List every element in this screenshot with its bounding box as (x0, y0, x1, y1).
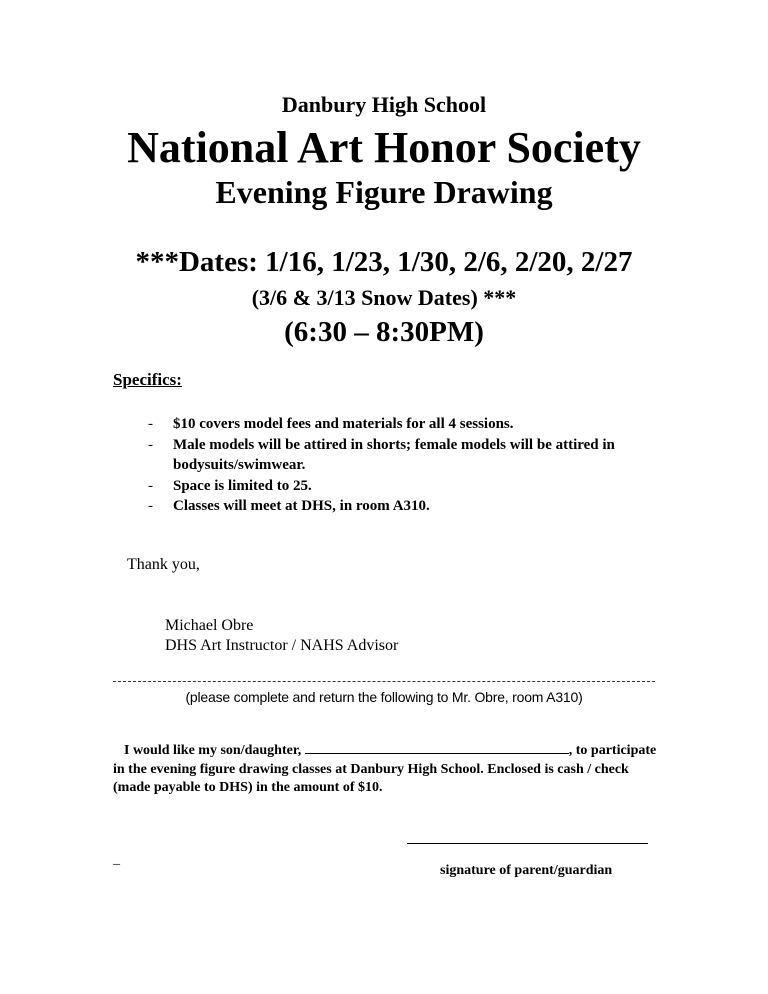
specifics-item-capacity: - Space is limited to 25. (148, 476, 648, 497)
permission-text-start: I would like my son/daughter, (124, 743, 305, 758)
specifics-item-location: - Classes will meet at DHS, in room A310. (148, 496, 648, 517)
permission-text-rest: , to participate in the evening figure drawing classes at Danbury High School. Enclosed is cash / check (made payable to DHS) in the amount of $10. (113, 743, 657, 795)
event-title: Evening Figure Drawing (215, 174, 553, 210)
cut-line (113, 681, 655, 682)
snow-dates: (3/6 & 3/13 Snow Dates) *** (251, 285, 517, 310)
signature-label: signature of parent/guardian (440, 863, 613, 878)
specifics-list (148, 414, 648, 517)
specifics-item-fees: - $10 covers model fees and materials for all 4 sessions. (148, 414, 648, 435)
specifics-item-attire: - Male models will be attired in shorts; female models will be attired in bodysuits/swimwear. (148, 435, 648, 476)
session-time: (6:30 – 8:30PM) (284, 316, 484, 348)
signature-line[interactable] (407, 843, 648, 844)
specifics-heading: Specifics: (113, 370, 182, 389)
permission-statement (113, 741, 658, 798)
session-dates: ***Dates: 1/16, 1/23, 1/30, 2/6, 2/20, 2/27 (135, 246, 633, 278)
signer-title: DHS Art Instructor / NAHS Advisor (165, 637, 399, 654)
closing-thanks: Thank you, (127, 556, 200, 573)
return-note: (please complete and return the following to Mr. Obre, room A310) (185, 689, 583, 705)
school-name: Danbury High School (281, 92, 487, 117)
stray-underscore: _ (113, 852, 120, 867)
society-title: National Art Honor Society (127, 123, 641, 172)
child-name-blank[interactable] (305, 741, 569, 754)
signer-name: Michael Obre (165, 617, 254, 634)
